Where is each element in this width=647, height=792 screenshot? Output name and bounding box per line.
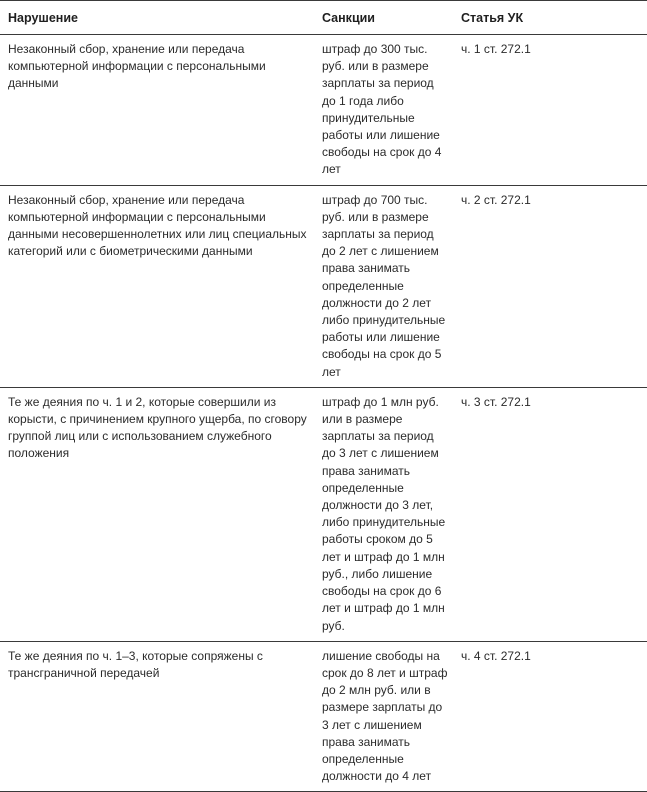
article-cell: ч. 4 ст. 272.1 xyxy=(455,641,647,792)
violation-cell: Незаконный сбор, хранение или передача компьютерной информации с персональными данными несовершеннолетних или лиц специальных категорий или с биометрическими данными xyxy=(0,185,316,387)
violation-cell: Те же деяния по ч. 1–3, которые сопряжены с трансграничной передачей xyxy=(0,641,316,792)
table-header-row xyxy=(0,1,647,35)
article-cell: ч. 2 ст. 272.1 xyxy=(455,185,647,387)
table-row xyxy=(0,35,647,186)
sanctions-cell: лишение свободы на срок до 8 лет и штраф до 2 млн руб. или в размере зарплаты до 3 лет с лишением права занимать определенные должности до 4 лет xyxy=(316,641,455,792)
header-article: Статья УК xyxy=(455,1,647,35)
sanctions-cell: штраф до 1 млн руб. или в размере зарплаты за период до 3 лет с лишением права занимать определенные должности до 3 лет, либо принудительные работы сроком до 5 лет и штраф до 1 млн руб., либо лишение свободы на срок до 6 лет и штраф до 1 млн руб. xyxy=(316,387,455,641)
sanctions-cell: штраф до 700 тыс. руб. или в размере зарплаты за период до 2 лет с лишением права занимать определенные должности до 2 лет либо принудительные работы или лишение свободы на срок до 5 лет xyxy=(316,185,455,387)
table-row xyxy=(0,641,647,792)
table-row xyxy=(0,185,647,387)
sanctions-cell: штраф до 300 тыс. руб. или в размере зарплаты за период до 1 года либо принудительные работы или лишение свободы на срок до 4 лет xyxy=(316,35,455,186)
violation-cell: Незаконный сбор, хранение или передача компьютерной информации с персональными данными xyxy=(0,35,316,186)
header-violation: Нарушение xyxy=(0,1,316,35)
header-sanctions: Санкции xyxy=(316,1,455,35)
article-cell: ч. 3 ст. 272.1 xyxy=(455,387,647,641)
article-cell: ч. 1 ст. 272.1 xyxy=(455,35,647,186)
violation-cell: Те же деяния по ч. 1 и 2, которые совершили из корысти, с причинением крупного ущерба, по сговору группой лиц или с использованием служебного положения xyxy=(0,387,316,641)
table-row xyxy=(0,387,647,641)
